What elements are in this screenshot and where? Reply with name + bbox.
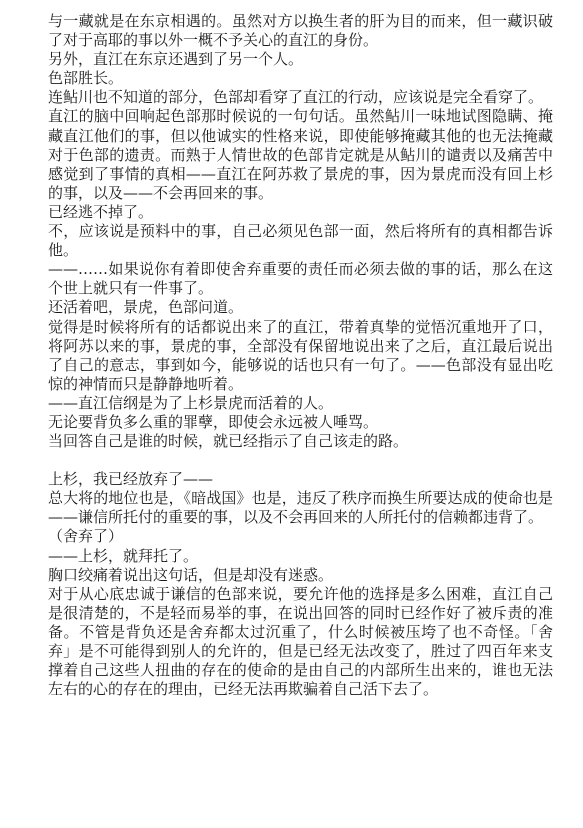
paragraph-4: 连鲇川也不知道的部分，色部却看穿了直江的行动，应该说是完全看穿了。 xyxy=(48,88,544,107)
paragraph-3: 色部胜长。 xyxy=(48,69,124,88)
paragraph-17: ——上杉，就拜托了。 xyxy=(48,546,199,565)
paragraph-7: 不，应该说是预料中的事，自己必须见色部一面，然后将所有的真相都告诉他。 xyxy=(48,222,553,260)
paragraph-12: 无论要背负多么重的罪孽，即使会永远被人唾骂。 xyxy=(48,412,379,431)
paragraph-13: 当回答自己是谁的时候，就已经指示了自己该走的路。 xyxy=(48,432,409,451)
paragraph-6: 已经逃不掉了。 xyxy=(48,202,154,221)
paragraph-1: 与一藏就是在东京相遇的。虽然对方以换生者的肝为目的而来，但一藏识破了对于高耶的事以外一概不予关心的直江的身份。 xyxy=(48,12,553,50)
paragraph-18: 胸口绞痛着说出这句话，但是却没有迷惑。 xyxy=(48,565,334,584)
paragraph-11: ——直江信纲是为了上杉景虎而活着的人。 xyxy=(48,393,334,412)
paragraph-10: 觉得是时候将所有的话都说出来了的直江，带着真挚的觉悟沉重地开了口，将阿苏以来的事，景虎的事，全部没有保留地说出来了之后，直江最后说出了自己的意志，事到如今，能够说的话也只有一句了。——色部没有显出吃惊的神情而只是静静地听着。 xyxy=(48,317,553,393)
paragraph-2: 另外，直江在东京还遇到了另一个人。 xyxy=(48,50,304,69)
paragraph-15: 总大将的地位也是，《暗战国》也是，违反了秩序而换生所要达成的使命也是——谦信所托付的重要的事，以及不会再回来的人所托付的信赖都违背了。 xyxy=(48,489,553,527)
paragraph-19: 对于从心底忠诚于谦信的色部来说，要允许他的选择是多么困难，直江自己是很清楚的，不是轻而易举的事，在说出回答的同时已经作好了被斥责的准备。不管是背负还是舍弃都太过沉重了，什么时候被压垮了也不奇怪。「舍弃」是不可能得到别人的允许的，但是已经无法改变了，胜过了四百年来支撑着自己这些人扭曲的存在的使命的是由自己的内部所生出来的，谁也无法左右的心的存在的理由，已经无法再欺骗着自己活下去了。 xyxy=(48,584,553,699)
section-gap xyxy=(48,451,553,470)
paragraph-14: 上杉，我已经放弃了—— xyxy=(48,470,214,489)
paragraph-5: 直江的脑中回响起色部那时候说的一句句话。虽然鲇川一味地试图隐瞒、掩藏直江他们的事，但以他诚实的性格来说，即使能够掩藏其他的也无法掩藏对于色部的遗责。而熟于人情世故的色部肯定就是从鲇川的谴责以及痛苦中感觉到了事情的真相——直江在阿苏救了景虎的事，因为景虎而没有回上杉的事，以及——不会再回来的事。 xyxy=(48,107,553,202)
paragraph-8: ——……如果说你有着即使舍弃重要的责任而必须去做的事的话，那么在这个世上就只有一件事了。 xyxy=(48,260,553,298)
paragraph-9: 还活着吧，景虎，色部问道。 xyxy=(48,298,244,317)
paragraph-16: （舍弃了） xyxy=(48,527,124,546)
